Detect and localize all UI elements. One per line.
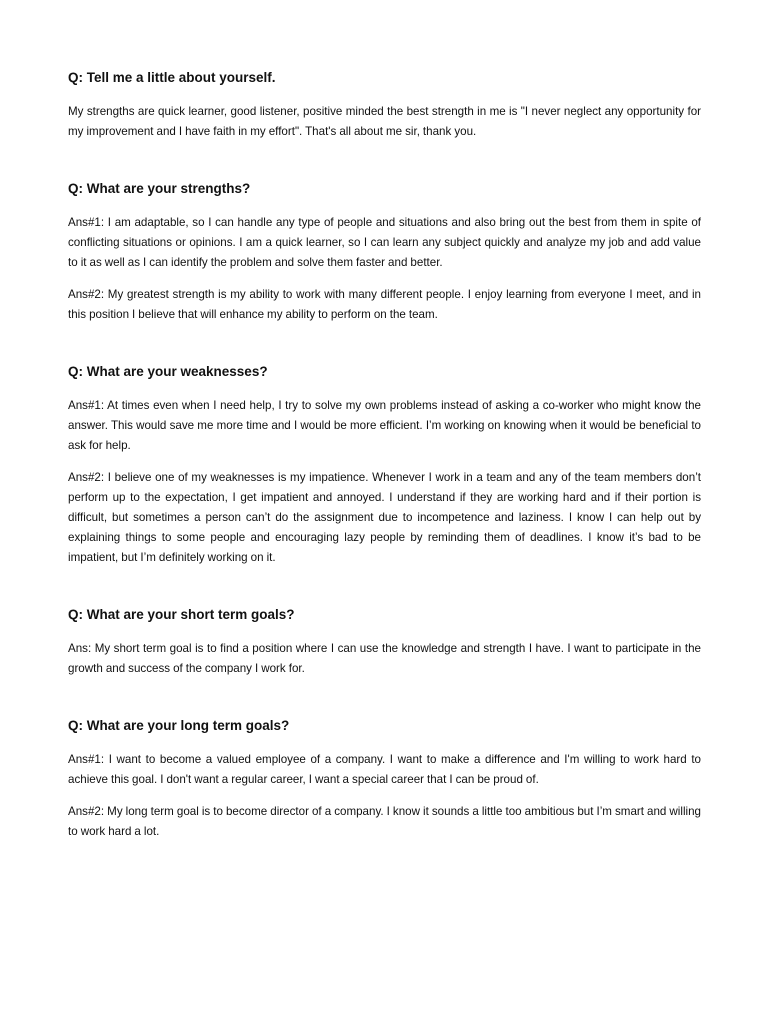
answer-paragraph (68, 639, 701, 679)
answer-prefix: Ans#2: (68, 805, 105, 818)
answer-text: At times even when I need help, I try to solve my own problems instead of asking a co-worker who might know the answer. This would save me more time and I would be more efficient. I’m working on knowing when it would be beneficial to ask for help. (68, 399, 701, 452)
answer-text: My long term goal is to become director of a company. I know it sounds a little too ambitious but I’m smart and willing to work hard a lot. (68, 805, 701, 838)
question-heading: Q: What are your weaknesses? (68, 364, 268, 379)
answer-text: My short term goal is to find a position where I can use the knowledge and strength I have. I want to participate in the growth and success of the company I work for. (68, 642, 701, 675)
section-short-term-goals (68, 605, 701, 679)
question-heading: Q: What are your short term goals? (68, 607, 295, 622)
answer-prefix: Ans#2: (68, 471, 105, 484)
answer-paragraph (68, 750, 701, 790)
section-long-term-goals (68, 716, 701, 842)
answer-text: I believe one of my weaknesses is my impatience. Whenever I work in a team and any of the team members don’t perform up to the expectation, I get impatient and annoyed. I understand if they are working hard and if their portion is difficult, but sometimes a person can’t do the assignment due to incompetence and laziness. I know I can help out by explaining things to some people and encouraging lazy people by reminding them of deadlines. I know it’s bad to be impatient, but I’m definitely working on it. (68, 471, 701, 564)
answer-paragraph (68, 802, 701, 842)
document-page (68, 68, 701, 854)
answer-prefix: Ans#1: (68, 399, 105, 412)
answer-prefix: Ans#2: (68, 288, 105, 301)
answer-text: I am adaptable, so I can handle any type of people and situations and also bring out the best from them in spite of conflicting situations or opinions. I am a quick learner, so I can learn any subject quickly and analyze my job and add value to it as well as I can identify the problem and solve them faster and better. (68, 216, 701, 269)
question-heading: Q: What are your long term goals? (68, 718, 290, 733)
answer-text: My greatest strength is my ability to work with many different people. I enjoy learning from everyone I meet, and in this position I believe that will enhance my ability to perform on the team. (68, 288, 701, 321)
question-heading: Q: Tell me a little about yourself. (68, 70, 276, 85)
answer-paragraph (68, 285, 701, 325)
section-weaknesses (68, 362, 701, 568)
answer-paragraph (68, 468, 701, 568)
section-strengths (68, 179, 701, 325)
answer-paragraph (68, 213, 701, 273)
answer-prefix: Ans: (68, 642, 92, 655)
answer-paragraph (68, 396, 701, 456)
answer-text: I want to become a valued employee of a company. I want to make a difference and I'm willing to work hard to achieve this goal. I don't want a regular career, I want a special career that I can be proud of. (68, 753, 701, 786)
section-about-yourself (68, 68, 701, 142)
answer-paragraph (68, 102, 701, 142)
answer-prefix: Ans#1: (68, 753, 105, 766)
answer-text: My strengths are quick learner, good listener, positive minded the best strength in me is "I never neglect any opportunity for my improvement and I have faith in my effort". That's all about me sir, thank you. (68, 105, 701, 138)
question-heading: Q: What are your strengths? (68, 181, 251, 196)
answer-prefix: Ans#1: (68, 216, 105, 229)
